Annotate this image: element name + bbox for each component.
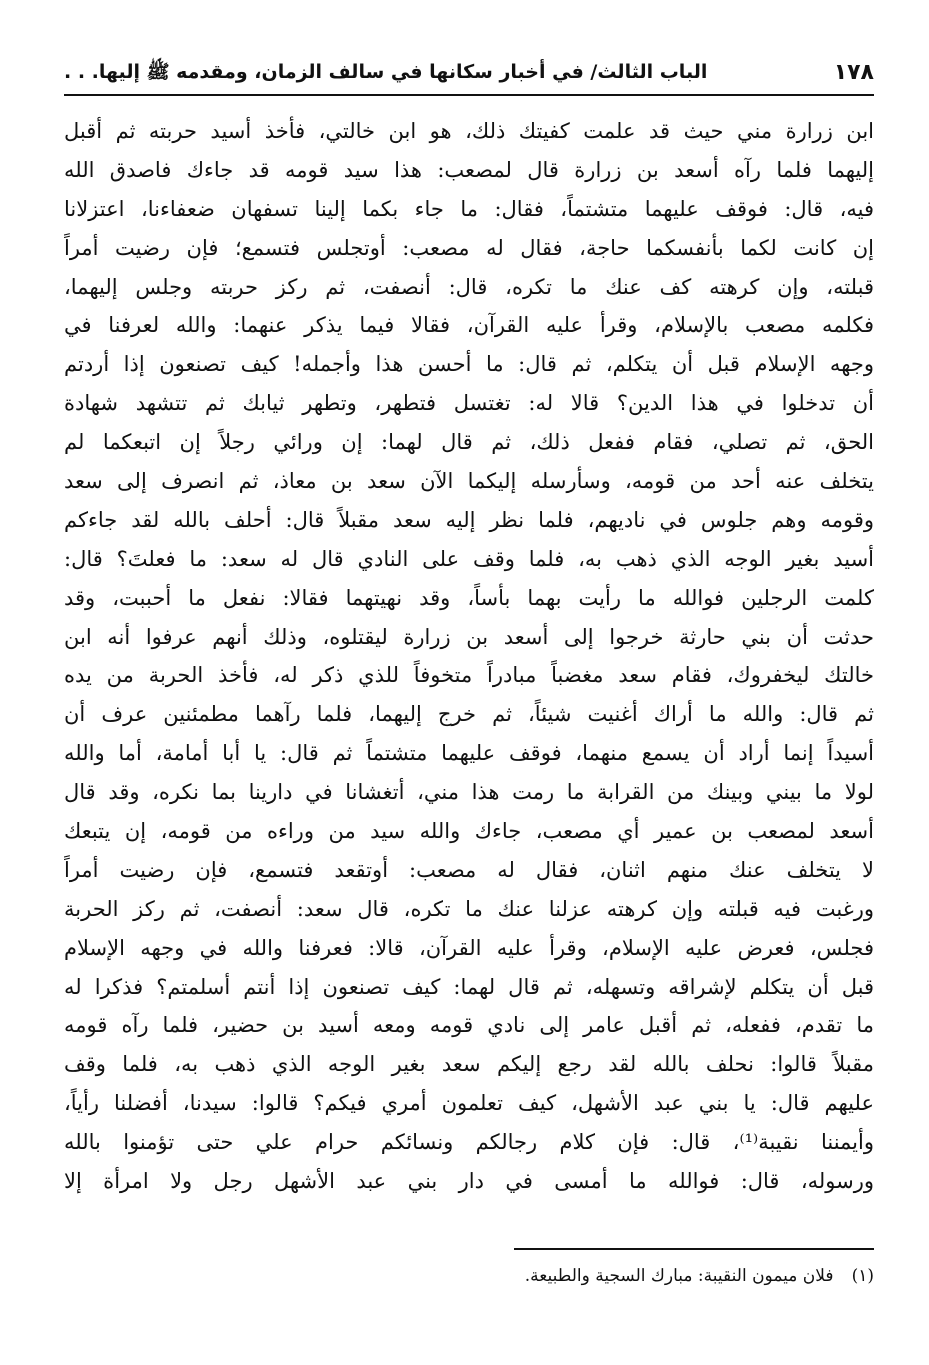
text-line: ورغبت فيه قبلته وإن كرهته عزلنا عنك ما تكره، قال سعد: أنصفت، ثم ركز الحربة — [64, 896, 874, 921]
text-line: أسعد لمصعب بن عمير أي مصعب، جاءك والله سيد من وراءه من قومه، إن يتبعك — [64, 819, 874, 844]
footnote-text: فلان ميمون النقيبة: مبارك السجية والطبيعة. — [524, 1266, 834, 1286]
text-line: وقومه وهم جلوس في ناديهم، فلما نظر إليه سعد مقبلاً قال: أحلف بالله لقد جاءكم — [64, 507, 874, 532]
text-line: حدثت أن بني حارثة خرجوا إلى أسعد بن زرارة ليقتلوه، وذلك أنهم عرفوا أنه ابن — [64, 624, 874, 649]
text-line: قبلته، وإن كرهته كف عنك ما تكره، قال: أنصفت، ثم ركز حربته وجلس إليهما، — [64, 274, 874, 299]
text-line: قبل أن يتكلم لإشراقه وتسهله، ثم قال لهما: كيف تصنعون إذا أنتم أسلمتم؟ فذكرا له — [64, 974, 874, 999]
page-number: ١٧٨ — [833, 60, 874, 85]
text-line: ثم قال: والله ما أراك أغنيت شيئاً، ثم خرج إليهما، فلما رآهما مطمئنين عرف أن — [64, 702, 874, 727]
text-line: وجهه الإسلام قبل أن يتكلم، ثم قال: ما أحسن هذا وأجمله! كيف تصنعون إذا أردتم — [64, 352, 874, 377]
text-line: يتخلف عنه أحد من قومه، وسأرسله إليكما الآن سعد بن معاذ، ثم انصرف إلى سعد — [64, 469, 874, 494]
text-line: لا يتخلف عنك منهم اثنان، فقال له مصعب: أوتقعد فتسمع، فإن رضيت أمراً — [64, 857, 874, 882]
header-divider — [64, 94, 874, 96]
text-line: وأيمننا نقيبة⁽¹⁾، قال: فإن كلام رجالكم ونسائكم حرام علي حتى تؤمنوا بالله — [64, 1130, 874, 1155]
text-line: لولا ما بيني وبينك من القرابة ما رمت هذا مني، أتغشانا في دارينا بما نكره، وقد قال — [64, 780, 874, 805]
text-line: فكلمه مصعب بالإسلام، وقرأ عليه القرآن، فقالا فيما يذكر عنهما: والله لعرفنا في — [64, 313, 874, 338]
text-line: فجلس، فعرض عليه الإسلام، وقرأ عليه القرآن، قالا: فعرفنا والله في وجهه الإسلام — [64, 935, 874, 960]
text-line: كلمت الرجلين فوالله ما رأيت بهما بأساً، وقد نهيتهما فقالا: نفعل ما أحببت، وقد — [64, 585, 874, 610]
text-line: مقبلاً قالوا: نحلف بالله لقد رجع إليكم سعد بغير الوجه الذي ذهب به، فلما وقف — [64, 1052, 874, 1077]
footnote-divider — [514, 1248, 874, 1250]
text-line: عليهم قال: يا بني عبد الأشهل، كيف تعلمون أمري فيكم؟ قالوا: سيدنا، أفضلنا رأياً، — [64, 1091, 874, 1116]
chapter-title: الباب الثالث/ في أخبار سكانها في سالف الزمان، ومقدمه ﷺ إليها. . . — [64, 61, 708, 83]
body-text — [64, 112, 874, 1201]
running-header — [64, 58, 874, 94]
text-line: أن تدخلوا في هذا الدين؟ قالا له: تغتسل فتطهر، وتطهر ثيابك ثم تتشهد شهادة — [64, 391, 874, 416]
text-line: أسيد بغير الوجه الذي ذهب به، فلما وقف على النادي قال له سعد: ما فعلتَ؟ قال: — [64, 546, 874, 571]
text-line: خالتك ليخفروك، فقام سعد مغضباً مبادراً متخوفاً للذي ذكر له، فأخذ الحربة من يده — [64, 663, 874, 688]
text-line: فيه، قال: فوقف عليهما متشتماً، فقال: ما جاء بكما إلينا تسفهان ضعفاءنا، اعتزلانا — [64, 196, 874, 221]
text-line: الحق، ثم تصلي، فقام ففعل ذلك، ثم قال لهما: إن ورائي رجلاً إن اتبعكما لم — [64, 430, 874, 455]
text-line: إليهما فلما رآه أسعد بن زرارة قال لمصعب: هذا سيد قومه قد جاءك فاصدق الله — [64, 157, 874, 182]
footnote-marker: (١) — [851, 1266, 874, 1286]
footnote — [64, 1262, 874, 1290]
text-line: إن كانت لكما بأنفسكما حاجة، فقال له مصعب: أوتجلس فتسمع؛ فإن رضيت أمراً — [64, 235, 874, 260]
book-page — [64, 48, 874, 1328]
text-line: ابن زرارة مني حيث قد علمت كفيتك ذلك، هو ابن خالتي، فأخذ أسيد حربته ثم أقبل — [64, 119, 874, 143]
text-line: أسيداً إنما أراد أن يسمع منهما، فوقف عليهما متشتماً ثم قال: يا أبا أمامة، أما والله — [64, 741, 874, 766]
text-line: ما تقدم، ففعله، ثم أقبل عامر إلى نادي قومه ومعه أسيد بن حضير، فلما رآه قومه — [64, 1013, 874, 1038]
text-line: ورسوله، قال: فوالله ما أمسى في دار بني عبد الأشهل رجل ولا امرأة إلا — [64, 1169, 874, 1194]
